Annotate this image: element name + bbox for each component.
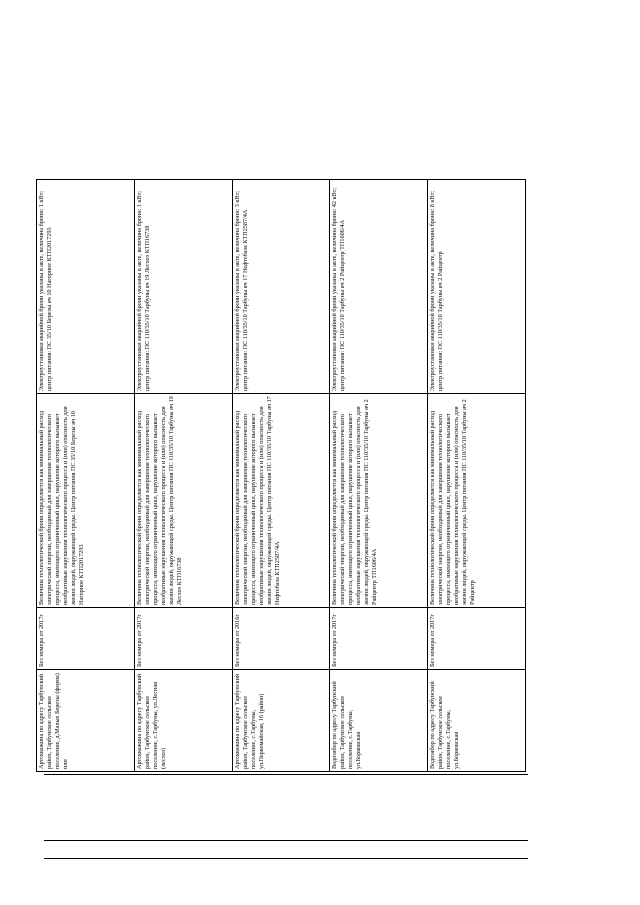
description-cell: Величина технологической брони определяется как минимальный расход электрической энергии, необходимый для завершения технологического процесса, имеющего ограниченный цикл, нарушение которого вызывает необратимые нарушения технологического процесса и (или) опасность для жизни людей, окружающей среды. Центр питания ПС 110/35/10 Тарбуны яч 2 Райцентр ТП1606/4А — [330, 394, 428, 608]
document-cell: Без номера от 2017г — [428, 608, 526, 670]
brony-table — [36, 179, 526, 772]
emergency-cell: Электроустановки аварийной брони указаны в акте, величина брони: 1 кВт; центр питания: ПС 110/35/10 Тарбуны яч 19 Лесхоз КТП16738 — [134, 180, 232, 394]
address-cell: Водозабор по адресу Тарбунский район, Тарбунское сельское поселение, с.Тарбуны, ул.Борковская — [330, 670, 428, 772]
table-row — [330, 180, 428, 772]
document-cell: Без номера от 2017г — [134, 608, 232, 670]
description-cell: Величина технологической брони определяется как минимальный расход электрической энергии, необходимый для завершения технологического процесса, имеющего ограниченный цикл, нарушение которого вызывает необратимые нарушения технологического процесса и (или) опасность для жизни людей, окружающей среды. Центр питания ПС 110/35/10 Тарбуны яч 2 Райцентр — [428, 394, 526, 608]
divider-line — [44, 840, 528, 841]
emergency-cell: Электроустановки аварийной брони указаны в акте, величина брони: 42 кВт; центр питания: ПС 110/35/10 Тарбуны яч 2 Райцентр ТП1606/4А — [330, 180, 428, 394]
document-cell: Без номера от 2017г — [37, 608, 135, 670]
table-row — [37, 180, 135, 772]
rotated-table-container — [36, 180, 526, 772]
emergency-cell: Электроустановки аварийной брони указаны в акте, величина брони: 8 кВт; центр питания: ПС 110/35/10 Тарбуны яч 2 Райцентр — [428, 180, 526, 394]
table-row — [428, 180, 526, 772]
emergency-cell: Электроустановки аварийной брони указаны в акте, величина брони: 3 кВт; центр питания: ПС 110/35/10 Тарбуны яч 17 Нефтебаза КТП2587/4А — [232, 180, 330, 394]
address-cell: Артскважина по адресу Тарбунский район, Тарбунское сельское поселение, с.Тарбуны, ул.Первомайская, 16 (район) — [232, 670, 330, 772]
divider-line — [44, 858, 528, 859]
description-cell: Величина технологической брони определяется как минимальный расход электрической энергии, необходимый для завершения технологического процесса, имеющего ограниченный цикл, нарушение которого вызывает необратимые нарушения технологического процесса и (или) опасность для жизни людей, окружающей среды. Центр питания ПС 35/10 Березы яч 10 Нагорное КТП2017293 — [37, 394, 135, 608]
address-cell: Артскважина по адресу Тарбунский район, Тарбунское сельское поселение, д.Малые Березы (ферма) или — [37, 670, 135, 772]
address-cell: Артскважина по адресу Тарбунский район, Тарбунское сельское поселение, с.Тарбуны, ул.Лесная (лесхоз) — [134, 670, 232, 772]
description-cell: Величина технологической брони определяется как минимальный расход электрической энергии, необходимый для завершения технологического процесса, имеющего ограниченный цикл, нарушение которого вызывает необратимые нарушения технологического процесса и (или) опасность для жизни людей, окружающей среды. Центр питания ПС 110/35/10 Тарбуны яч 17 Нефтебаза КТП2587/4А — [232, 394, 330, 608]
emergency-cell: Электроустановки аварийной брони указаны в акте, величина брони: 1 кВт; центр питания: ПС 35/10 Березы яч 10 Нагорное КТП2017293 — [37, 180, 135, 394]
document-cell: Без номера от 2016г — [232, 608, 330, 670]
table-row — [232, 180, 330, 772]
divider-line — [44, 774, 528, 775]
document-cell: Без номера от 2017г — [330, 608, 428, 670]
table-row — [134, 180, 232, 772]
description-cell: Величина технологической брони определяется как минимальный расход электрической энергии, необходимый для завершения технологического процесса, имеющего ограниченный цикл, нарушение которого вызывает необратимые нарушения технологического процесса и (или) опасность для жизни людей, окружающей среды. Центр питания ПС 110/35/10 Тарбуны яч 19 Лесхоз КТП16738 — [134, 394, 232, 608]
address-cell: Водозабор по адресу Тарбунский район, Тарбунское сельское поселение, с.Тарбуны, ул.Борковская — [428, 670, 526, 772]
